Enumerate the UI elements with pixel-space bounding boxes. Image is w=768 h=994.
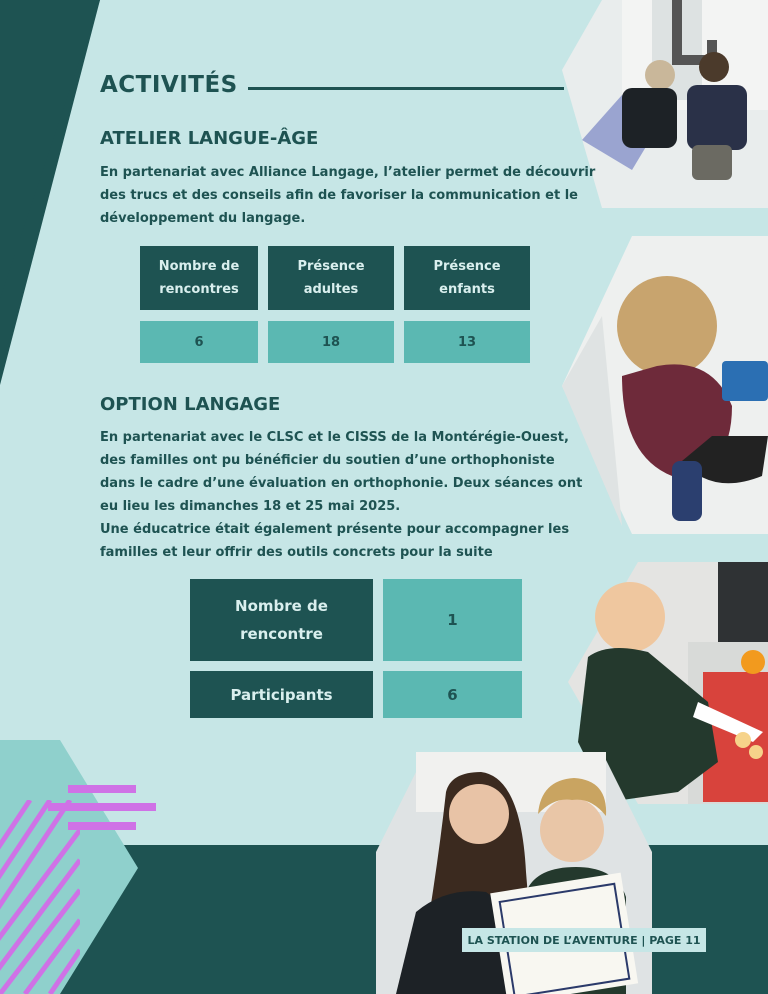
atelier-title: ATELIER LANGUE-ÂGE	[100, 128, 319, 149]
atelier-header-adultes: Présence adultes	[268, 246, 394, 310]
section-title: ACTIVITÉS	[100, 72, 238, 98]
atelier-description	[100, 161, 595, 230]
atelier-header-rencontres: Nombre de rencontres	[140, 246, 258, 310]
atelier-header-enfants: Présence enfants	[404, 246, 530, 310]
decor-bar-3	[68, 822, 136, 830]
option-line: dans le cadre d’une évaluation en orthophonie. Deux séances ont	[100, 476, 583, 491]
option-label-rencontre: Nombre de rencontre	[190, 579, 373, 661]
decor-bar-1	[68, 785, 136, 793]
atelier-line: des trucs et des conseils afin de favoriser la communication et le	[100, 188, 578, 203]
option-title: OPTION LANGAGE	[100, 394, 281, 415]
option-line: des familles ont pu bénéficier du soutien d’une orthophoniste	[100, 453, 555, 468]
option-line: Une éducatrice était également présente pour accompagner les	[100, 522, 570, 537]
atelier-line: En partenariat avec Alliance Langage, l’atelier permet de découvrir	[100, 165, 596, 180]
option-description	[100, 426, 582, 564]
option-value-rencontre: 1	[383, 579, 522, 661]
option-line: eu lieu les dimanches 18 et 25 mai 2025.	[100, 499, 401, 514]
option-label-participants: Participants	[190, 671, 373, 718]
atelier-value-rencontres: 6	[140, 321, 258, 363]
photo-educator-child-certificate	[376, 752, 652, 994]
atelier-line: développement du langage.	[100, 211, 306, 226]
atelier-value-enfants: 13	[404, 321, 530, 363]
decor-bar-2	[48, 803, 156, 811]
option-line: En partenariat avec le CLSC et le CISSS de la Montérégie-Ouest,	[100, 430, 569, 445]
photo-child-reading-book	[562, 236, 768, 534]
atelier-value-adultes: 18	[268, 321, 394, 363]
left-dark-band-lower	[0, 0, 100, 300]
option-line: familles et leur offrir des outils concrets pour la suite	[100, 545, 493, 560]
title-underline-rule	[248, 87, 564, 90]
page-footer: LA STATION DE L’AVENTURE | PAGE 11	[462, 928, 706, 952]
option-value-participants: 6	[383, 671, 522, 718]
